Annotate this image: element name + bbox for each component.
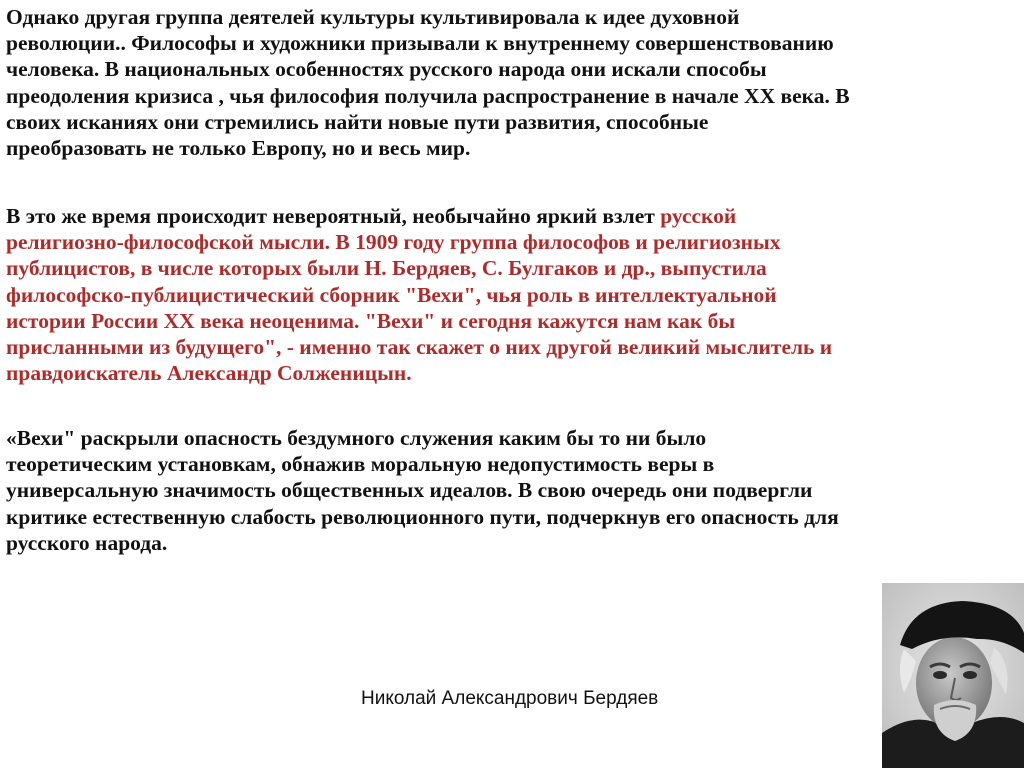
text-line: революции.. Философы и художники призывали к внутреннему совершенствованию [6, 31, 834, 56]
portrait-photo-icon [882, 583, 1024, 768]
text-line: присланными из будущего", - именно так скажет о них другой великий мыслитель и [6, 335, 833, 360]
paragraph-spiritual-revolution [6, 4, 1014, 161]
text-line: теоретическим установкам, обнажив моральную недопустимость веры в [6, 452, 715, 477]
text-line-lead: В это же время происходит невероятный, необычайно яркий взлет [6, 204, 661, 228]
text-line: философско-публицистический сборник "Вехи", чья роль в интеллектуальной [6, 282, 777, 307]
text-line: универсальную значимость общественных идеалов. В свою очередь они подвергли [6, 478, 813, 503]
paragraph-vekhi-history [6, 203, 1014, 386]
text-line: критике естественную слабость революционного пути, подчеркнув его опасность для [6, 504, 839, 529]
text-line [6, 203, 1014, 229]
text-line: религиозно-философской мысли. В 1909 году группа философов и религиозных [6, 230, 781, 255]
text-line: Однако другая группа деятелей культуры культивировала к идее духовной [6, 5, 740, 29]
text-line: своих исканиях они стремились найти новые пути развития, способные [6, 109, 709, 134]
text-line: русского народа. [6, 530, 168, 555]
paragraph-vekhi-significance [6, 425, 1014, 556]
text-line: человека. В национальных особенностях русского народа они искали способы [6, 57, 767, 82]
text-line: правдоискатель Александр Солженицын. [6, 361, 412, 386]
text-line-highlight: русской [660, 204, 737, 228]
portrait-caption: Николай Александрович Бердяев [361, 688, 659, 709]
text-line: преодоления кризиса , чья философия получила распространение в начале XX века. В [6, 83, 850, 108]
text-line: истории России XX века неоценима. "Вехи" и сегодня кажутся нам как бы [6, 308, 736, 333]
text-line: «Вехи" раскрыли опасность бездумного служения каким бы то ни было [6, 426, 707, 450]
text-line: преобразовать не только Европу, но и весь мир. [6, 136, 471, 161]
text-line: публицистов, в числе которых были Н. Бердяев, С. Булгаков и др., выпустила [6, 256, 767, 281]
